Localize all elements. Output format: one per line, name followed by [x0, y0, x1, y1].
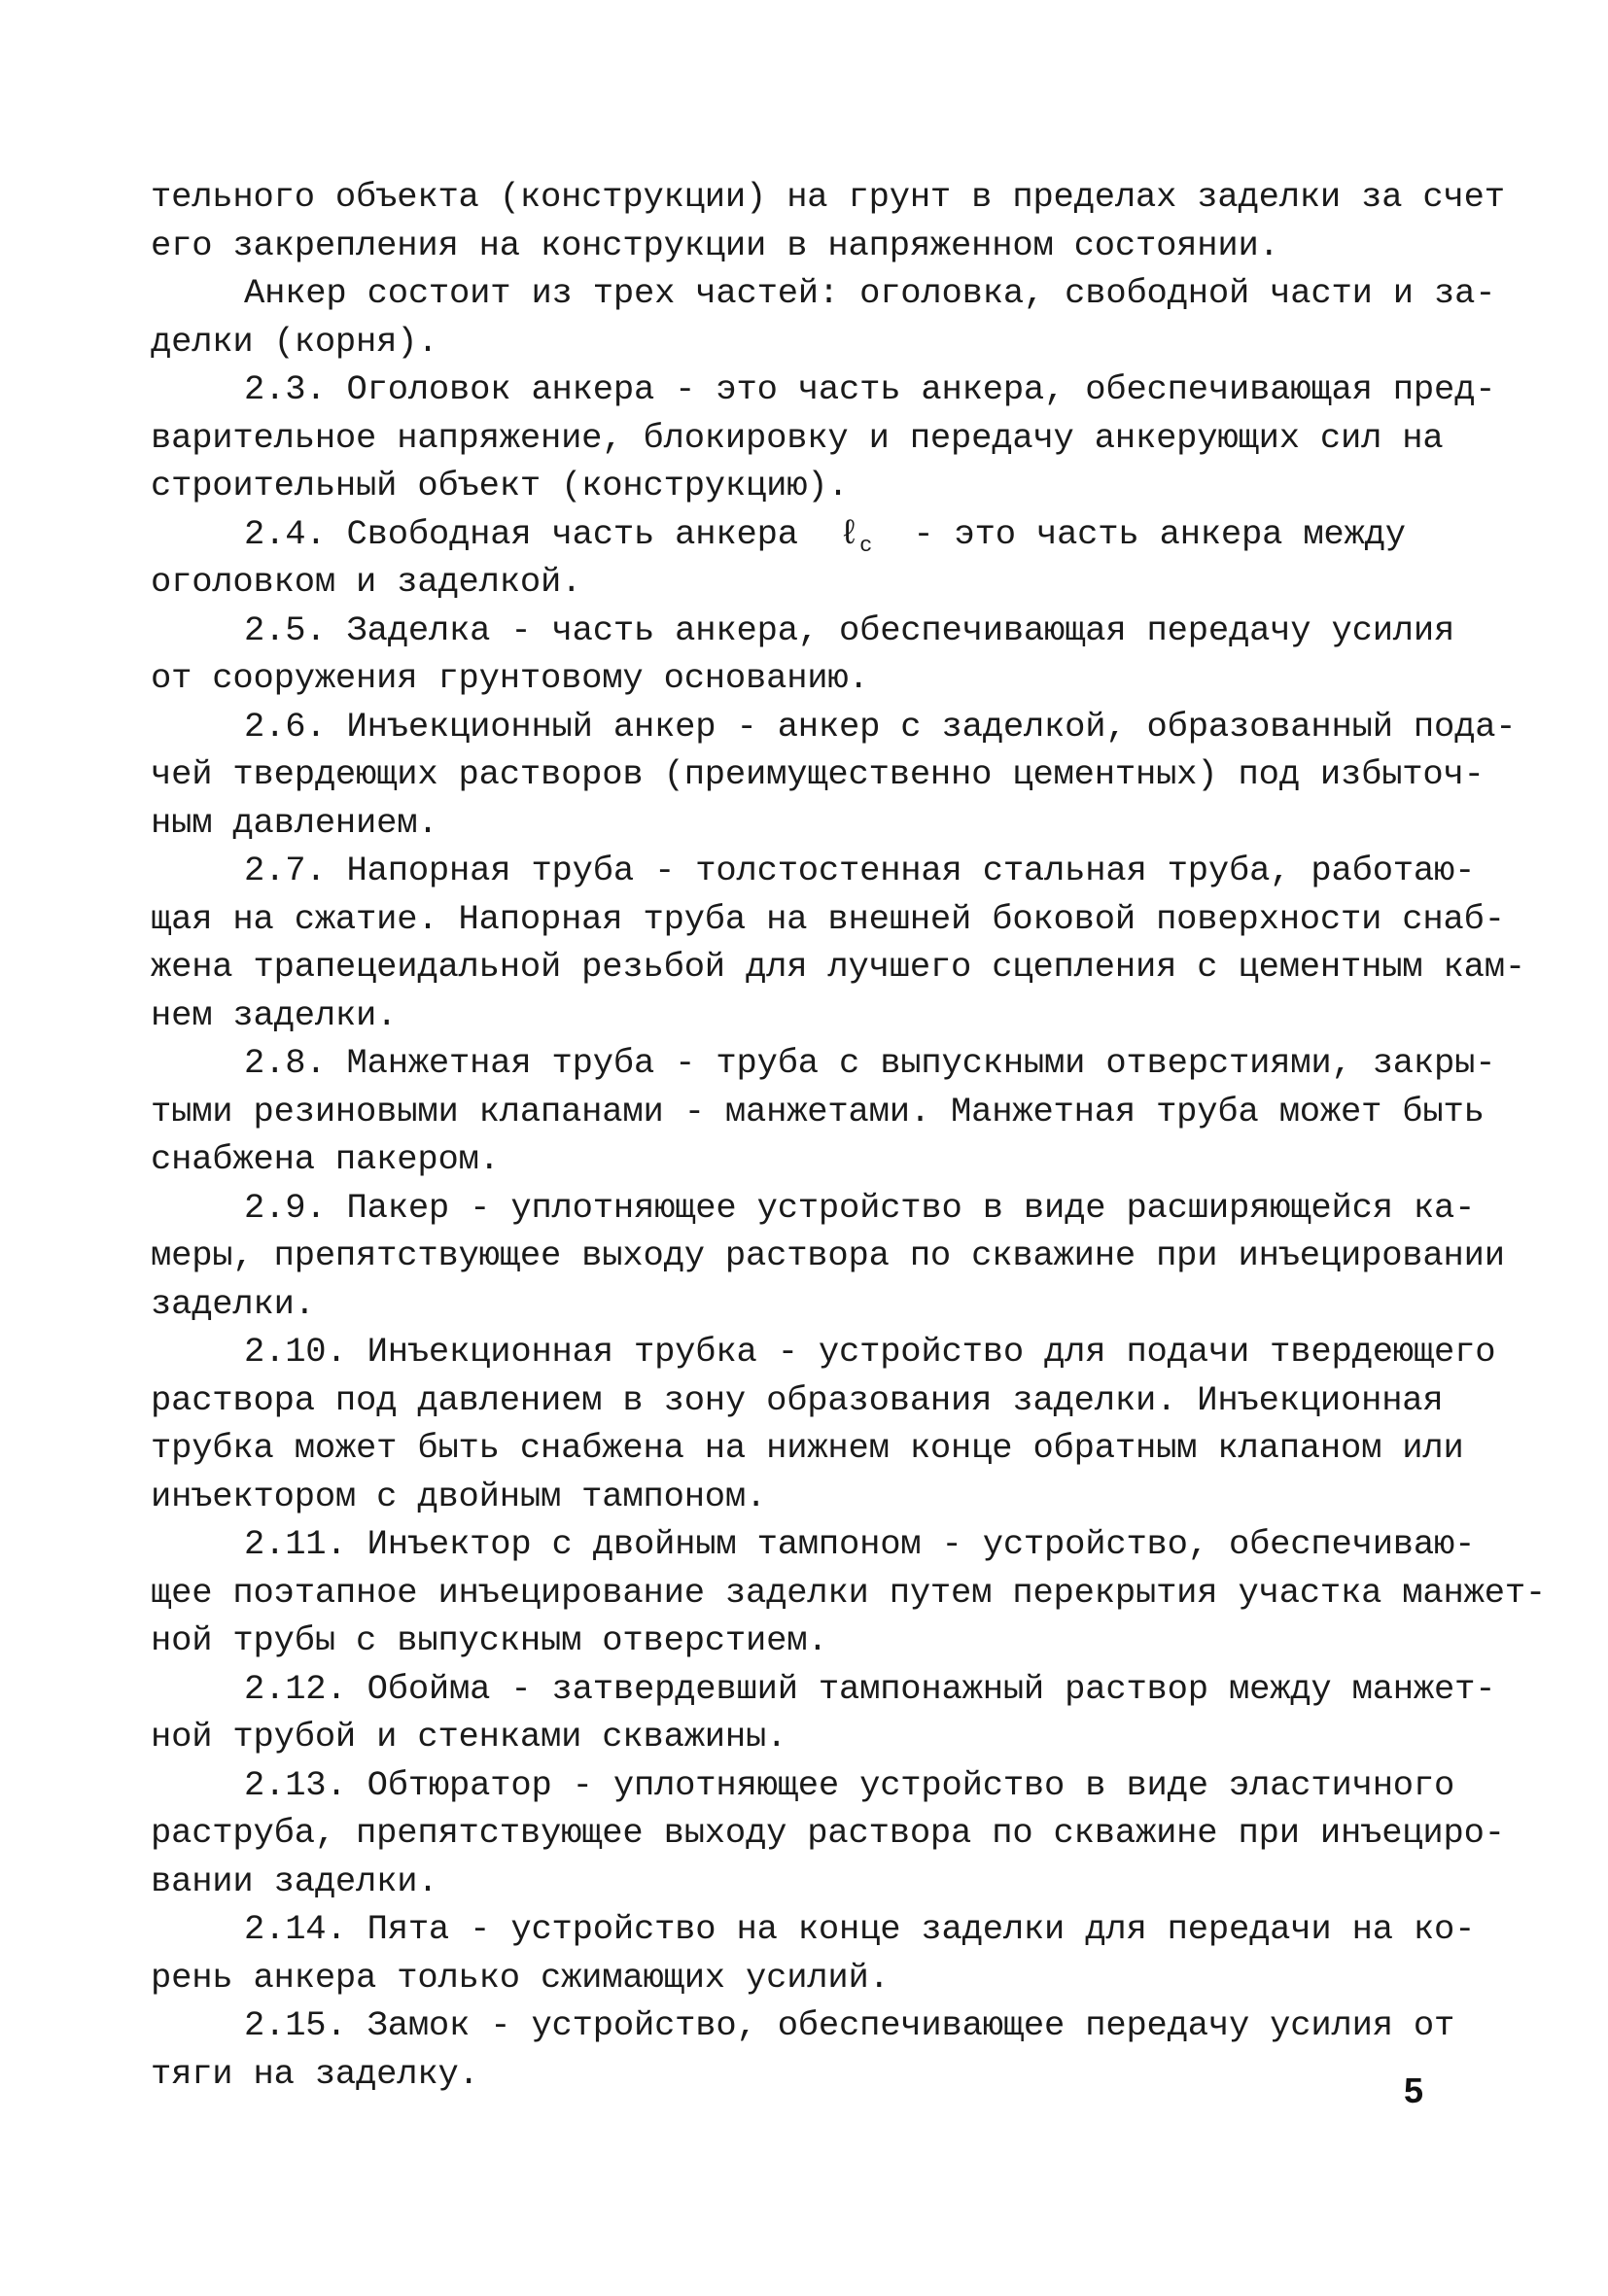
text-line: 2.5. Заделка - часть анкера, обеспечивающая передачу усилия [244, 609, 1455, 650]
text-line: 2.8. Манжетная труба - труба с выпускными отверстиями, закры- [244, 1043, 1496, 1083]
text-line: 2.11. Инъектор с двойным тампоном - устройство, обеспечиваю- [244, 1524, 1476, 1564]
text-line: его закрепления на конструкции в напряженном состоянии. [151, 225, 1279, 265]
text-fragment: - это часть анкера между [872, 513, 1406, 554]
text-line: меры, препятствующее выходу раствора по скважине при инъецировании [151, 1235, 1505, 1275]
text-line: раствора под давлением в зону образования заделки. Инъекционная [151, 1379, 1444, 1420]
text-line [151, 510, 1463, 559]
text-line: трубка может быть снабжена на нижнем конце обратным клапаном или [151, 1428, 1464, 1468]
text-line: строительный объект (конструкцию). [151, 466, 849, 505]
text-line: тельного объекта (конструкции) на грунт в пределах заделки за счет [151, 177, 1505, 217]
text-line: 2.13. Обтюратор - уплотняющее устройство в виде эластичного [244, 1764, 1455, 1805]
text-line: оголовком и заделкой. [151, 562, 582, 602]
text-line: 2.6. Инъекционный анкер - анкер с заделкой, образованный пода- [244, 706, 1517, 747]
text-line: раструба, препятствующее выходу раствора по скважине при инъециро- [151, 1813, 1505, 1853]
text-line: снабжена пакером. [151, 1139, 500, 1179]
text-line: нем заделки. [151, 994, 398, 1035]
text-line: тыми резиновыми клапанами - манжетами. Манжетная труба может быть [151, 1091, 1485, 1131]
text-line: тяги на заделку. [151, 2053, 479, 2094]
text-line: ной трубы с выпускным отверстием. [151, 1620, 828, 1660]
length-symbol: ℓ [839, 513, 860, 554]
text-line: 2.7. Напорная труба - толстостенная стальная труба, работаю- [244, 851, 1476, 890]
text-line: рень анкера только сжимающих усилий. [151, 1957, 890, 1998]
text-line: жена трапецеидальной резьбой для лучшего сцепления с цементным кам- [151, 947, 1525, 987]
text-line: инъектором с двойным тампоном. [151, 1476, 767, 1516]
text-line: 2.15. Замок - устройство, обеспечивающее передачу усилия от [244, 2005, 1455, 2045]
text-line: щее поэтапное инъецирование заделки путем перекрытия участка манжет- [151, 1572, 1547, 1613]
text-line: Анкер состоит из трех частей: оголовка, свободной части и за- [244, 273, 1496, 313]
text-line: 2.9. Пакер - уплотняющее устройство в виде расширяющейся ка- [244, 1187, 1476, 1228]
text-fragment: 2.4. Свободная часть анкера [244, 513, 840, 554]
text-line: вании заделки. [151, 1861, 438, 1901]
text-line: 2.3. Оголовок анкера - это часть анкера, обеспечивающая пред- [244, 369, 1496, 409]
page-number: 5 [1404, 2070, 1424, 2110]
length-symbol-subscript: c [859, 533, 873, 558]
text-line: чей твердеющих растворов (преимущественно цементных) под избыточ- [151, 754, 1485, 794]
text-line: заделки. [151, 1283, 315, 1324]
text-line: 2.10. Инъекционная трубка - устройство для подачи твердеющего [244, 1332, 1496, 1372]
text-line: ным давлением. [151, 802, 438, 843]
body-text [151, 173, 1547, 2098]
text-line: щая на сжатие. Напорная труба на внешней боковой поверхности снаб- [151, 898, 1505, 939]
text-line: варительное напряжение, блокировку и передачу анкерующих сил на [151, 417, 1444, 458]
text-line: от сооружения грунтовому основанию. [151, 658, 869, 698]
text-line: делки (корня). [151, 321, 438, 362]
text-line: 2.14. Пята - устройство на конце заделки для передачи на ко- [244, 1909, 1476, 1949]
text-line: ной трубой и стенками скважины. [151, 1717, 787, 1757]
text-line: 2.12. Обойма - затвердевший тампонажный раствор между манжет- [244, 1668, 1496, 1709]
